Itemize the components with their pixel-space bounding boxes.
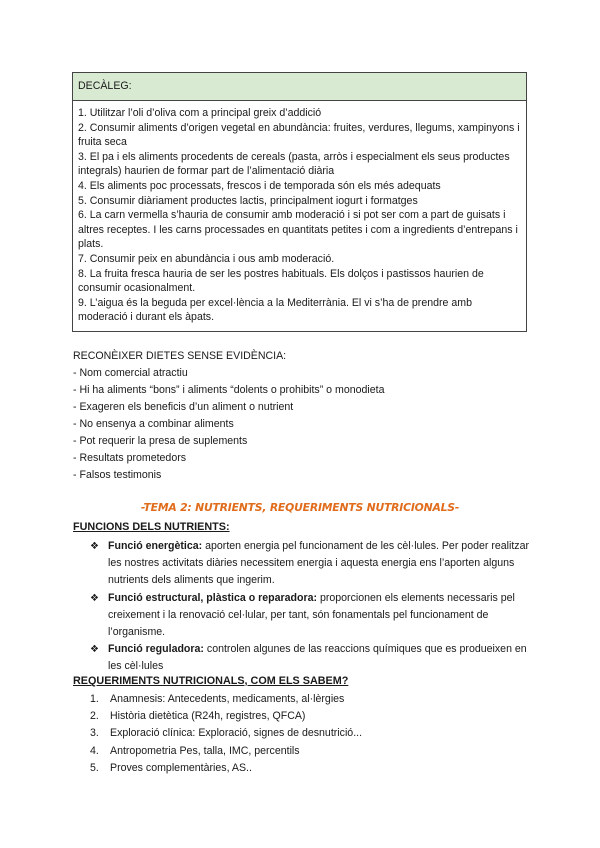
diamond-bullet-icon: ❖ — [90, 592, 99, 604]
decaleg-item: 9. L’aigua és la beguda per excel·lència a la Mediterrània. El vi s’ha de prendre amb moderació i durant els àpats. — [78, 296, 472, 324]
funcio-term: Funció energètica: — [108, 540, 203, 552]
item-number: 2. — [90, 710, 99, 723]
funcions-heading: FUNCIONS DELS NUTRIENTS: — [73, 521, 230, 533]
funcio-item — [90, 538, 530, 590]
funcio-text: controlen algunes de las reaccions químiques que es produeixen en les cèl·lules — [108, 643, 527, 673]
requeriment-item — [90, 691, 520, 708]
item-text: Proves complementàries, AS.. — [110, 761, 252, 774]
requeriment-item — [90, 725, 520, 742]
funcio-item — [90, 590, 530, 642]
reconeixer-section — [73, 348, 533, 484]
item-number: 3. — [90, 727, 99, 740]
requeriments-heading: REQUERIMENTS NUTRICIONALS, COM ELS SABEM? — [73, 675, 349, 687]
decaleg-item: 1. Utilitzar l’oli d’oliva com a principal greix d’addició — [78, 107, 322, 119]
decaleg-item: 2. Consumir aliments d’origen vegetal en abundància: fruites, verdures, llegums, xampinyons i fruita seca — [78, 121, 520, 149]
requeriments-list — [90, 691, 520, 777]
requeriment-item — [90, 743, 520, 760]
item-text: Anamnesis: Antecedents, medicaments, al·lèrgies — [110, 693, 345, 705]
item-number: 4. — [90, 744, 99, 757]
decaleg-item: 3. El pa i els aliments procedents de cereals (pasta, arròs i especialment els seus productes integrals) haurien de formar part de l’alimentació diària — [78, 150, 510, 178]
decaleg-title: DECÀLEG: — [73, 73, 526, 101]
decaleg-item: 6. La carn vermella s’hauria de consumir amb moderació i si pot ser com a part de guisats i altres receptes. I les carns processades en quantitats petites i com a ingredients d’entrepans i plats. — [78, 209, 518, 251]
decaleg-item: 8. La fruita fresca hauria de ser les postres habituals. Els dolços i pastissos haurien de consumir ocasionalment. — [78, 267, 484, 295]
diamond-bullet-icon: ❖ — [90, 541, 99, 552]
reconeixer-item: - Nom comercial atractiu — [73, 367, 188, 379]
decaleg-list — [73, 101, 526, 331]
requeriment-item — [90, 708, 520, 725]
reconeixer-item: - Resultats prometedors — [73, 452, 187, 464]
funcio-term: Funció reguladora: — [108, 643, 204, 656]
section-title: -TEMA 2: NUTRIENTS, REQUERIMENTS NUTRICIONALS- — [140, 501, 460, 514]
reconeixer-list — [73, 365, 533, 484]
funcio-text: aporten energia pel funcionament de les cèl·lules. Per poder realitzar les nostres activitats diàries necessitem energia i aquesta energia ens l’aporten alguns nutrients dels aliments que ingerim. — [108, 540, 530, 587]
decaleg-item: 5. Consumir diàriament productes lactis, principalment iogurt i formatges — [78, 194, 418, 207]
decaleg-item: 7. Consumir peix en abundància i ous amb moderació. — [78, 252, 335, 265]
reconeixer-title: RECONÈIXER DIETES SENSE EVIDÈNCIA: — [73, 350, 287, 362]
decaleg-box — [72, 72, 527, 332]
reconeixer-item: - Exageren els beneficis d’un aliment o nutrient — [73, 401, 294, 413]
item-number: 5. — [90, 761, 99, 774]
funcio-item — [90, 641, 530, 675]
item-text: Exploració clínica: Exploració, signes de desnutrició... — [110, 727, 363, 740]
diamond-bullet-icon: ❖ — [90, 644, 99, 656]
funcio-text: proporcionen els elements necessaris pel creixement i la renovació cel·lular, per tant, són fonamentals pel funcionament de l’organisme. — [108, 591, 515, 639]
reconeixer-item: - No ensenya a combinar aliments — [73, 418, 234, 430]
reconeixer-item: - Hi ha aliments “bons” i aliments “dolents o prohibits” o monodieta — [73, 384, 385, 396]
decaleg-item: 4. Els aliments poc processats, frescos i de temporada són els més adequats — [78, 179, 441, 192]
funcio-term: Funció estructural, plàstica o reparadora: — [108, 591, 317, 604]
reconeixer-item: - Falsos testimonis — [73, 469, 162, 481]
item-text: Història dietètica (R24h, registres, QFCA) — [110, 710, 306, 723]
item-text: Antropometria Pes, talla, IMC, percentils — [110, 744, 300, 757]
reconeixer-item: - Pot requerir la presa de suplements — [73, 435, 248, 447]
item-number: 1. — [90, 693, 99, 705]
requeriment-item — [90, 760, 520, 777]
funcions-list — [90, 538, 530, 676]
